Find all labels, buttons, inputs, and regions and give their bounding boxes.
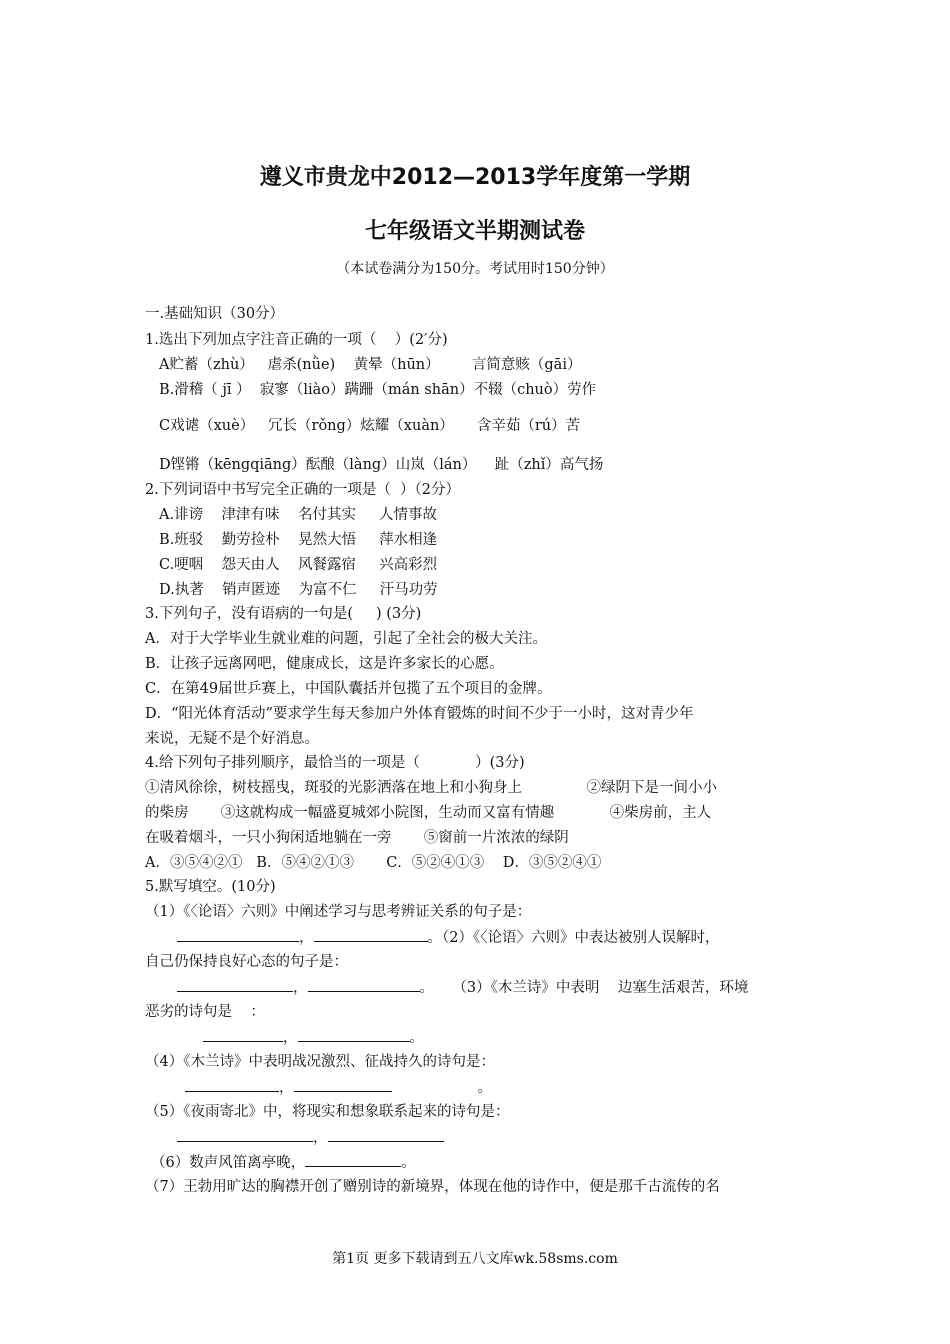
q1-option-a: A贮蓄（zhù） 虐杀(nǜe) 黄晕（hūn） 言简意赅（gāi） [159, 357, 582, 373]
q4-line-1: ①清风徐徐，树枝摇曳，斑驳的光影洒落在地上和小狗身上 ②绿阴下是一间小小 [145, 780, 718, 796]
page-footer: 第1页 更多下载请到五八文库wk.58sms.com [332, 1251, 618, 1267]
answer-blank[interactable] [177, 977, 293, 992]
answer-blank[interactable] [298, 1027, 410, 1042]
q5-p7: （7）王勃用旷达的胸襟开创了赠别诗的新境界，体现在他的诗作中，便是那千古流传的名 [145, 1179, 720, 1195]
q5-p1: （1）《〈论语〉六则》中阐述学习与思考辨证关系的句子是： [145, 904, 532, 920]
q4-stem: 4.给下列句子排列顺序，最恰当的一项是（ ）(3分) [145, 755, 525, 771]
q2-stem: 2.下列词语中书写完全正确的一项是（ ）（2分） [145, 482, 461, 498]
q3-option-b: B．让孩子远离网吧，健康成长，这是许多家长的心愿。 [145, 656, 504, 672]
q5-stem: 5.默写填空。(10分) [145, 879, 276, 895]
answer-blank[interactable] [177, 927, 299, 942]
answer-blank[interactable] [314, 927, 428, 942]
answer-blank[interactable] [177, 1127, 313, 1142]
q3-stem: 3.下列句子，没有语病的一句是( ) (3分) [145, 606, 422, 622]
q5-p4: （4）《木兰诗》中表明战况激烈、征战持久的诗句是： [145, 1054, 495, 1070]
q1-stem: 1.选出下列加点字注音正确的一项（ ）(2′分) [145, 332, 448, 348]
q2-option-a: A.诽谤 津津有味 名付其实 人情事故 [159, 507, 437, 523]
answer-blank[interactable] [308, 977, 420, 992]
q5-p2-blanks: ， 。 （3）《木兰诗》中表明 边塞生活艰苦，环境 [177, 977, 748, 998]
q3-option-d: D．“阳光体育活动”要求学生每天参加户外体育锻炼的时间不少于一小时，这对青少年 [145, 706, 694, 722]
q1-option-d: D铿锵（kēngqiāng）酝酿（làng）山岚（lán） 趾（zhǐ）高气扬 [159, 457, 604, 473]
q3-option-d-cont: 来说，无疑不是个好消息。 [145, 731, 319, 747]
q5-p6: （6）数声风笛离亭晚， 。 [151, 1152, 416, 1173]
answer-blank[interactable] [305, 1152, 401, 1167]
q4-line-3: 在吸着烟斗，一只小狗闲适地躺在一旁 ⑤窗前一片浓浓的绿阴 [145, 830, 569, 846]
q3-option-a: A．对于大学毕业生就业难的问题，引起了全社会的极大关注。 [145, 631, 547, 647]
q2-option-d: D.执著 销声匿迹 为富不仁 汗马功劳 [159, 582, 438, 598]
answer-blank[interactable] [294, 1077, 392, 1092]
answer-blank[interactable] [328, 1127, 444, 1142]
q5-p3-blanks: ， 。 [203, 1027, 424, 1048]
q5-p3: 恶劣的诗句是 ： [145, 1004, 265, 1020]
q1-option-b: B.滑稽（ jī ） 寂寥（liào）蹒跚（mán shān）不辍（chuò）劳作 [159, 382, 597, 398]
q2-option-c: C.哽咽 怨天由人 风餐露宿 兴高彩烈 [159, 557, 438, 573]
q5-p5-blanks: ， [177, 1127, 444, 1148]
q5-p5: （5）《夜雨寄北》中，将现实和想象联系起来的诗句是： [145, 1104, 510, 1120]
answer-blank[interactable] [185, 1077, 279, 1092]
q4-line-2: 的柴房 ③这就构成一幅盛夏城郊小院图，生动而又富有情趣 ④柴房前，主人 [145, 805, 712, 821]
q5-p4-blanks: ， 。 [185, 1077, 492, 1098]
exam-title-school: 遵义市贵龙中2012—2013学年度第一学期 [259, 165, 691, 190]
exam-note: （本试卷满分为150分。考试用时150分钟） [336, 261, 614, 277]
q2-option-b: B.班驳 勤劳捡朴 晃然大悟 萍水相逢 [159, 532, 438, 548]
q5-p1-blanks: ， 。（2）《〈论语〉六则》中表达被别人误解时， [177, 927, 719, 948]
q4-options: A．③⑤④②① B．⑤④②①③ C．⑤②④①③ D．③⑤②④① [145, 855, 602, 871]
section-heading: 一.基础知识（30分） [145, 306, 285, 322]
q5-p2: 自己仍保持良好心态的句子是： [145, 954, 348, 970]
q1-option-c: C戏谑（xuè） 冗长（rǒng）炫耀（xuàn） 含辛茹（rú）苦 [159, 418, 581, 434]
answer-blank[interactable] [203, 1027, 283, 1042]
exam-title-subject: 七年级语文半期测试卷 [364, 219, 585, 244]
q3-option-c: C．在第49届世乒赛上，中国队囊括并包揽了五个项目的金牌。 [145, 681, 552, 697]
